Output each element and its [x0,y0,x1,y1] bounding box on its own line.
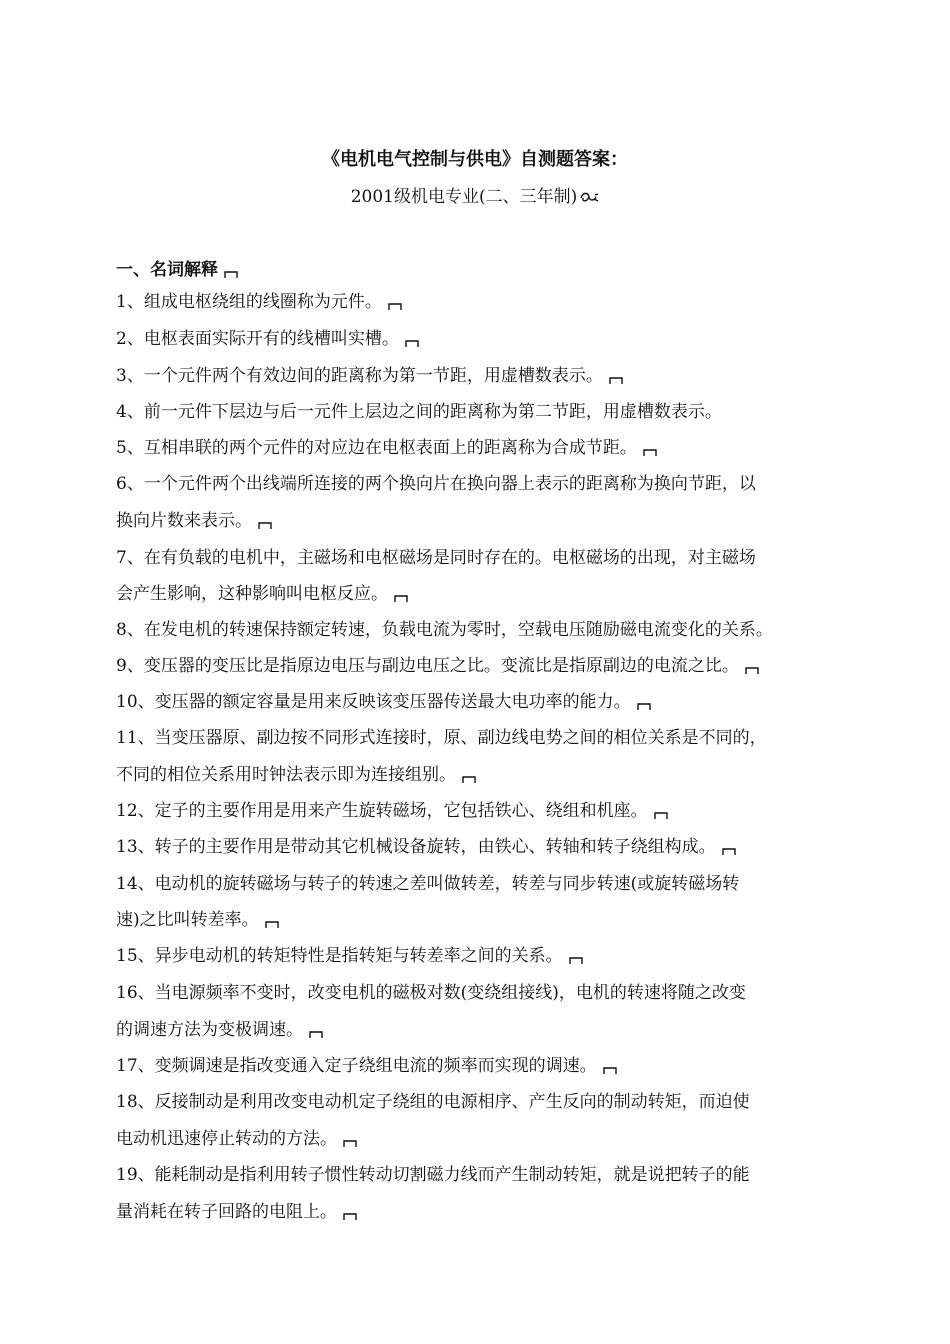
paragraph-mark-icon [265,921,279,928]
answer-line-text: 11、当变压器原、副边按不同形式连接时，原、副边线电势之间的相位关系是不同的， [116,728,767,748]
paragraph-mark-icon [309,1031,323,1038]
paragraph-mark-icon [405,340,419,347]
paragraph-mark-icon [654,812,668,819]
answer-line-text: 14、电动机的旋转磁场与转子的转速之差叫做转差，转差与同步转速(或旋转磁场转 [116,874,740,894]
paragraph-mark-icon [394,595,408,602]
answer-line-text: 12、定子的主要作用是用来产生旋转磁场，它包括铁心、绕组和机座。 [116,801,648,821]
paragraph-mark-icon [643,449,657,456]
answer-line-14a [116,871,739,897]
paragraph-mark-icon [569,957,583,964]
answer-line-7a [116,545,756,571]
answer-line-text: 换向片数来表示。 [116,511,252,531]
answer-line-text: 的调速方法为变极调速。 [116,1020,303,1040]
answer-line-6a [116,471,756,497]
answer-line-text: 3、一个元件两个有效边间的距离称为第一节距，用虚槽数表示。 [116,366,603,386]
paragraph-mark-icon [224,271,238,278]
answer-line-10 [116,689,651,715]
answer-line-text: 量消耗在转子回路的电阻上。 [116,1202,337,1222]
answer-line-5 [116,435,657,461]
answer-line-text: 6、一个元件两个出线端所连接的两个换向片在换向器上表示的距离称为换向节距，以 [116,474,756,494]
paragraph-mark-icon [343,1213,357,1220]
answer-line-text: 19、能耗制动是指利用转子惯性转动切割磁力线而产生制动转矩，就是说把转子的能 [116,1165,750,1185]
answer-line-3 [116,363,623,389]
answer-line-text: 16、当电源频率不变时，改变电机的磁极对数(变绕组接线)，电机的转速将随之改变 [116,983,746,1003]
answer-line-text: 10、变压器的额定容量是用来反映该变压器传送最大电功率的能力。 [116,692,631,712]
answer-line-text: 不同的相位关系用时钟法表示即为连接组别。 [116,765,456,785]
answer-line-2 [116,326,419,352]
answer-line-16b [116,1017,323,1043]
answer-line-text: 会产生影响，这种影响叫电枢反应。 [116,584,388,604]
answer-line-18b [116,1126,357,1152]
section-heading [116,257,238,283]
answer-line-text: 1、组成电枢绕组的线圈称为元件。 [116,292,382,312]
answer-line-text: 15、异步电动机的转矩特性是指转矩与转差率之间的关系。 [116,946,563,966]
answer-line-19b [116,1199,357,1225]
document-subtitle [0,184,950,210]
answer-line-8 [116,617,773,643]
answer-line-14b [116,907,279,933]
section-heading-text: 一、名词解释 [116,260,218,280]
answer-line-6b [116,508,272,534]
answer-line-text: 17、变频调速是指改变通入定子绕组电流的频率而实现的调速。 [116,1056,597,1076]
answer-line-7b [116,581,408,607]
paragraph-mark-icon [462,776,476,783]
document-title-text: 《电机电气控制与供电》自测题答案： [322,149,628,170]
answer-line-19a [116,1162,750,1188]
answer-line-17 [116,1053,617,1079]
answer-line-text: 2、电枢表面实际开有的线槽叫实槽。 [116,329,399,349]
answer-line-4 [116,399,722,425]
document-subtitle-text: 2001级机电专业(二、三年制) [350,187,578,207]
answer-line-11b [116,762,476,788]
answer-line-text: 速)之比叫转差率。 [116,910,259,930]
paragraph-mark-icon [722,848,736,855]
paragraph-mark-icon [609,377,623,384]
answer-line-18a [116,1089,750,1115]
document-title [0,147,950,173]
paragraph-mark-icon [388,303,402,310]
answer-line-12 [116,798,668,824]
answer-line-15 [116,943,583,969]
paragraph-mark-icon [343,1140,357,1147]
paragraph-mark-icon [637,703,651,710]
answer-line-13 [116,834,736,860]
answer-line-text: 7、在有负载的电机中，主磁场和电枢磁场是同时存在的。电枢磁场的出现，对主磁场 [116,548,756,568]
paragraph-mark-icon [603,1067,617,1074]
answer-line-text: 5、互相串联的两个元件的对应边在电枢表面上的距离称为合成节距。 [116,438,637,458]
answer-line-11a [116,725,767,751]
answer-line-text: 4、前一元件下层边与后一元件上层边之间的距离称为第二节距，用虚槽数表示。 [116,402,722,422]
answer-line-9 [116,653,759,679]
paragraph-mark-icon [745,667,759,674]
paragraph-mark-icon [258,522,272,529]
answer-line-text: 18、反接制动是利用改变电动机定子绕组的电源相序、产生反向的制动转矩，而迫使 [116,1092,750,1112]
swirl-mark-icon [579,186,599,200]
answer-line-text: 8、在发电机的转速保持额定转速，负载电流为零时，空载电压随励磁电流变化的关系。 [116,620,773,640]
answer-line-text: 电动机迅速停止转动的方法。 [116,1129,337,1149]
answer-line-1 [116,289,402,315]
answer-line-text: 9、变压器的变压比是指原边电压与副边电压之比。变流比是指原副边的电流之比。 [116,656,739,676]
answer-line-16a [116,980,746,1006]
answer-line-text: 13、转子的主要作用是带动其它机械设备旋转，由铁心、转轴和转子绕组构成。 [116,837,716,857]
